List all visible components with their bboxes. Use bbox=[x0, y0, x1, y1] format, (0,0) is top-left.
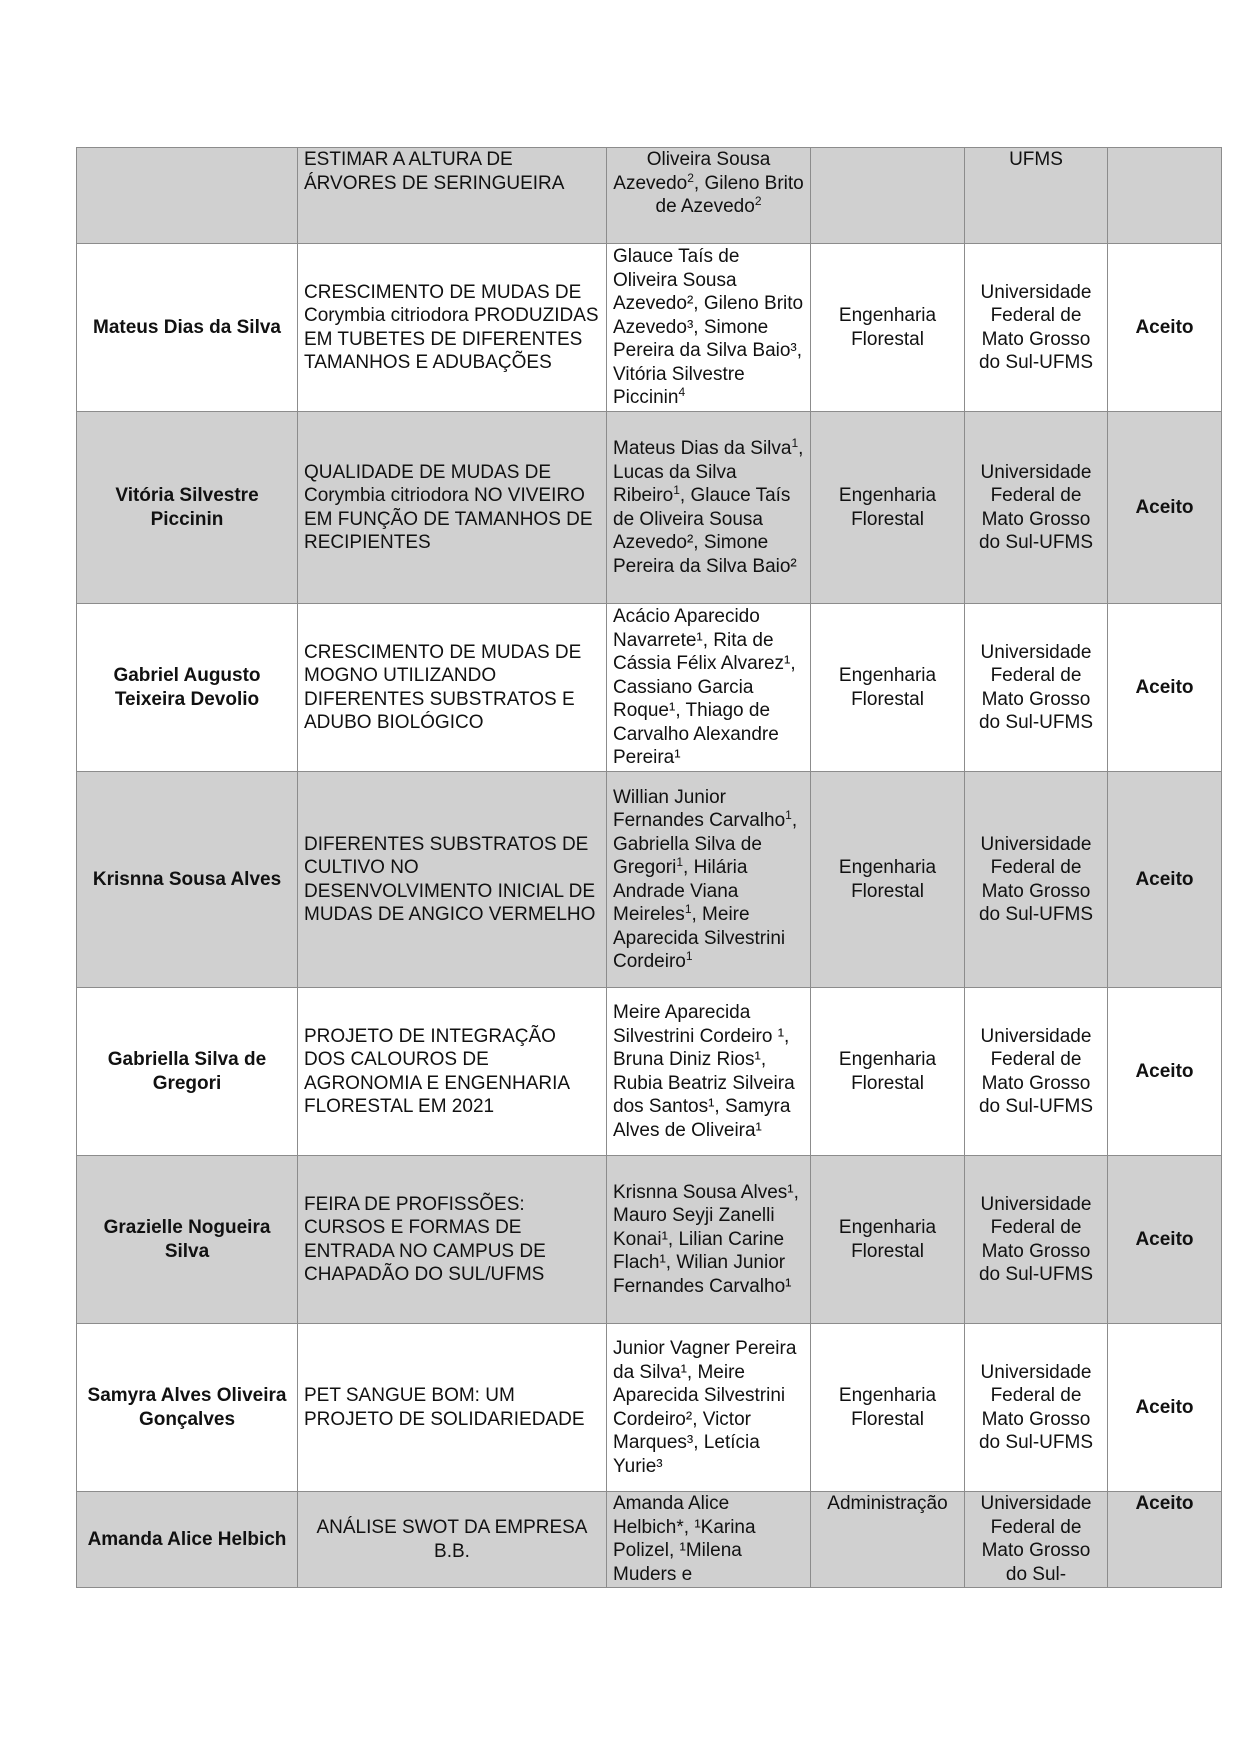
work-title: FEIRA DE PROFISSÕES: CURSOS E FORMAS DE ENTRADA NO CAMPUS DE CHAPADÃO DO SUL/UFMS bbox=[298, 1156, 607, 1324]
author-name: Vitória Silvestre Piccinin bbox=[77, 412, 298, 604]
status: Aceito bbox=[1108, 604, 1222, 772]
status: Aceito bbox=[1108, 244, 1222, 412]
table-row bbox=[77, 772, 1222, 988]
work-title: PET SANGUE BOM: UM PROJETO DE SOLIDARIEDADE bbox=[298, 1324, 607, 1492]
course: Engenharia Florestal bbox=[811, 412, 965, 604]
table-row bbox=[77, 412, 1222, 604]
author-name: Amanda Alice Helbich bbox=[77, 1492, 298, 1588]
co-authors: Acácio Aparecido Navarrete¹, Rita de Cássia Félix Alvarez¹, Cassiano Garcia Roque¹, Thiago de Carvalho Alexandre Pereira¹ bbox=[607, 604, 811, 772]
table-row bbox=[77, 1156, 1222, 1324]
institution: Universidade Federal de Mato Grosso do Sul-UFMS bbox=[965, 244, 1108, 412]
course: Engenharia Florestal bbox=[811, 1156, 965, 1324]
status: Aceito bbox=[1108, 1156, 1222, 1324]
institution: Universidade Federal de Mato Grosso do Sul- bbox=[965, 1492, 1108, 1588]
author-name: Grazielle Nogueira Silva bbox=[77, 1156, 298, 1324]
submissions-table bbox=[76, 147, 1222, 1588]
status: Aceito bbox=[1108, 772, 1222, 988]
table-row bbox=[77, 148, 1222, 244]
work-title: ANÁLISE SWOT DA EMPRESA B.B. bbox=[298, 1492, 607, 1588]
co-authors: Glauce Taís de Oliveira Sousa Azevedo², Gileno Brito Azevedo³, Simone Pereira da Silva Baio³, Vitória Silvestre Piccinin$^4$ bbox=[607, 244, 811, 412]
institution: Universidade Federal de Mato Grosso do Sul-UFMS bbox=[965, 988, 1108, 1156]
co-authors: Krisnna Sousa Alves¹, Mauro Seyji Zanelli Konai¹, Lilian Carine Flach¹, Wilian Junior Fernandes Carvalho¹ bbox=[607, 1156, 811, 1324]
author-name: Gabriella Silva de Gregori bbox=[77, 988, 298, 1156]
work-title: CRESCIMENTO DE MUDAS DE Corymbia citriodora PRODUZIDAS EM TUBETES DE DIFERENTES TAMANHOS E ADUBAÇÕES bbox=[298, 244, 607, 412]
co-authors: Mateus Dias da Silva$^1$, Lucas da Silva Ribeiro$^1$, Glauce Taís de Oliveira Sousa Azevedo², Simone Pereira da Silva Baio² bbox=[607, 412, 811, 604]
co-authors: Willian Junior Fernandes Carvalho$^1$, Gabriella Silva de Gregori$^1$, Hilária Andrade Viana Meireles$^1$, Meire Aparecida Silvestrini Cordeiro$^1$ bbox=[607, 772, 811, 988]
co-authors: Amanda Alice Helbich*, ¹Karina Polizel, ¹Milena Muders e bbox=[607, 1492, 811, 1588]
course: Engenharia Florestal bbox=[811, 244, 965, 412]
work-title: QUALIDADE DE MUDAS DE Corymbia citriodora NO VIVEIRO EM FUNÇÃO DE TAMANHOS DE RECIPIENTES bbox=[298, 412, 607, 604]
status: Aceito bbox=[1108, 1324, 1222, 1492]
work-title: ESTIMAR A ALTURA DE ÁRVORES DE SERINGUEIRA bbox=[298, 148, 607, 244]
status bbox=[1108, 148, 1222, 244]
table-row bbox=[77, 1492, 1222, 1588]
author-name: Mateus Dias da Silva bbox=[77, 244, 298, 412]
course: Administração bbox=[811, 1492, 965, 1588]
course: Engenharia Florestal bbox=[811, 1324, 965, 1492]
course: Engenharia Florestal bbox=[811, 772, 965, 988]
table-row bbox=[77, 604, 1222, 772]
table-row bbox=[77, 244, 1222, 412]
work-title: PROJETO DE INTEGRAÇÃO DOS CALOUROS DE AGRONOMIA E ENGENHARIA FLORESTAL EM 2021 bbox=[298, 988, 607, 1156]
work-title: CRESCIMENTO DE MUDAS DE MOGNO UTILIZANDO DIFERENTES SUBSTRATOS E ADUBO BIOLÓGICO bbox=[298, 604, 607, 772]
course: Engenharia Florestal bbox=[811, 604, 965, 772]
course: Engenharia Florestal bbox=[811, 988, 965, 1156]
work-title: DIFERENTES SUBSTRATOS DE CULTIVO NO DESENVOLVIMENTO INICIAL DE MUDAS DE ANGICO VERMELHO bbox=[298, 772, 607, 988]
status: Aceito bbox=[1108, 412, 1222, 604]
status: Aceito bbox=[1108, 1492, 1222, 1588]
institution: UFMS bbox=[965, 148, 1108, 244]
table-row bbox=[77, 1324, 1222, 1492]
course bbox=[811, 148, 965, 244]
institution: Universidade Federal de Mato Grosso do Sul-UFMS bbox=[965, 604, 1108, 772]
co-authors: Meire Aparecida Silvestrini Cordeiro ¹, Bruna Diniz Rios¹, Rubia Beatriz Silveira dos Santos¹, Samyra Alves de Oliveira¹ bbox=[607, 988, 811, 1156]
institution: Universidade Federal de Mato Grosso do Sul-UFMS bbox=[965, 412, 1108, 604]
status: Aceito bbox=[1108, 988, 1222, 1156]
table-row bbox=[77, 988, 1222, 1156]
institution: Universidade Federal de Mato Grosso do Sul-UFMS bbox=[965, 1156, 1108, 1324]
author-name: Samyra Alves Oliveira Gonçalves bbox=[77, 1324, 298, 1492]
author-name: Krisnna Sousa Alves bbox=[77, 772, 298, 988]
institution: Universidade Federal de Mato Grosso do Sul-UFMS bbox=[965, 1324, 1108, 1492]
author-name: Gabriel Augusto Teixeira Devolio bbox=[77, 604, 298, 772]
author-name bbox=[77, 148, 298, 244]
co-authors: Oliveira Sousa Azevedo$^2$, Gileno Brito de Azevedo$^2$ bbox=[607, 148, 811, 244]
institution: Universidade Federal de Mato Grosso do Sul-UFMS bbox=[965, 772, 1108, 988]
co-authors: Junior Vagner Pereira da Silva¹, Meire Aparecida Silvestrini Cordeiro², Victor Marques³, Letícia Yurie³ bbox=[607, 1324, 811, 1492]
